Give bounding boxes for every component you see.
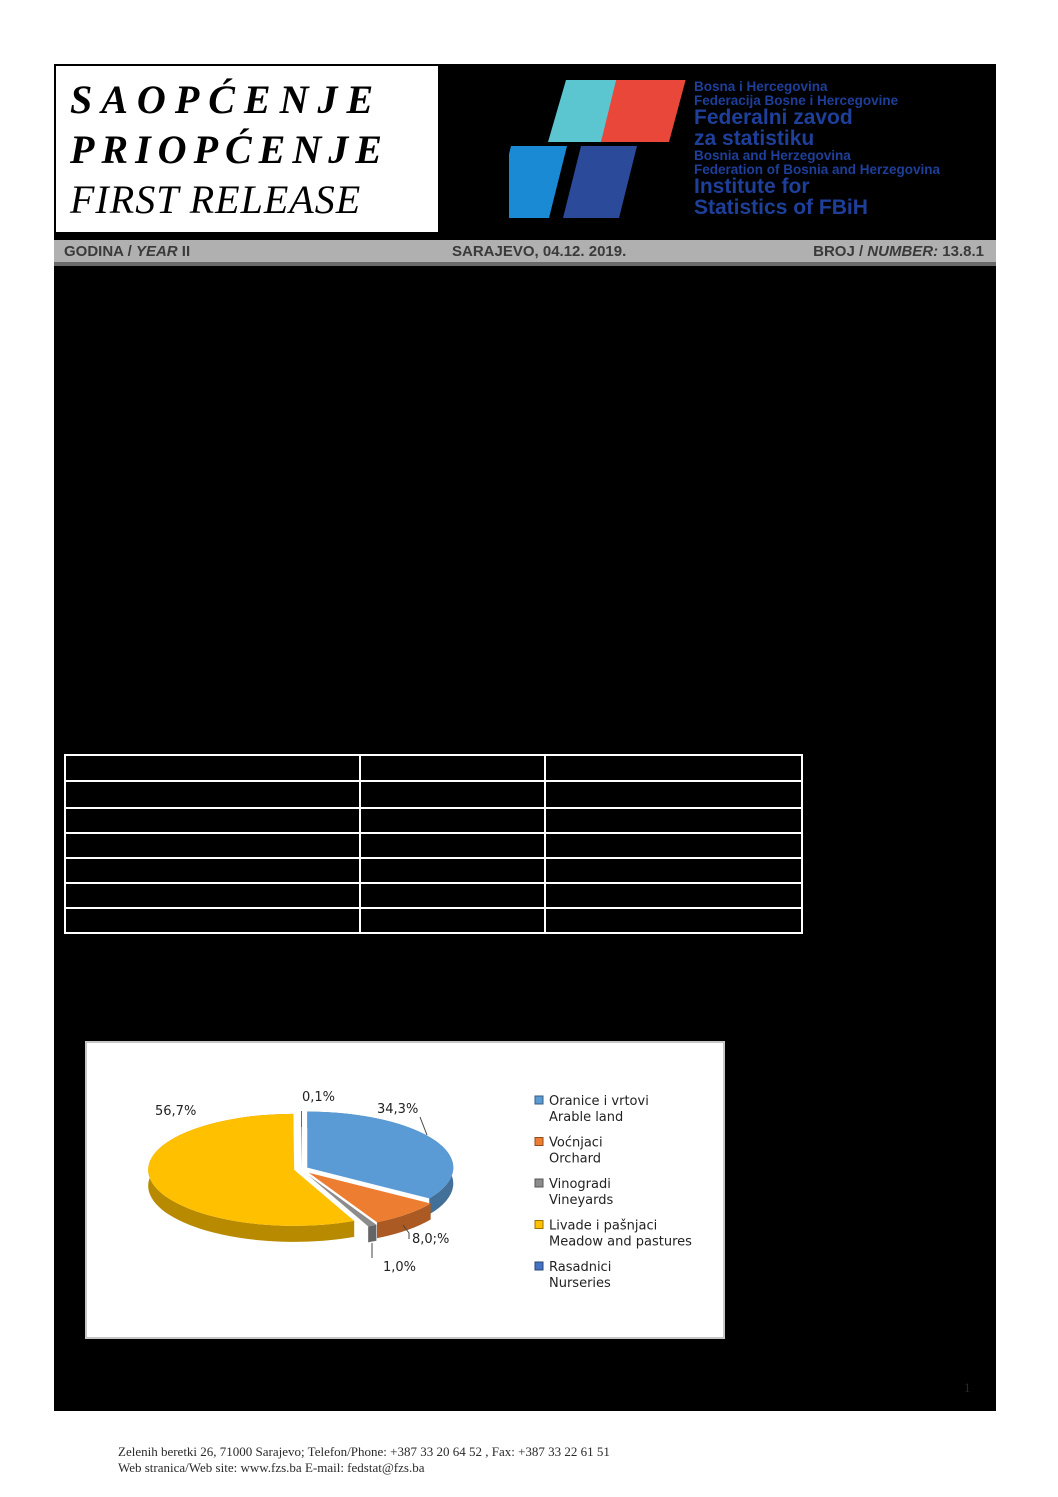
year-value: II <box>177 243 191 260</box>
table-row <box>65 858 802 883</box>
pie-slice-side-2 <box>368 1225 376 1243</box>
pie-slices <box>148 1111 453 1242</box>
year-label: GODINA / <box>64 243 136 260</box>
title-box <box>56 66 438 232</box>
pie-label-4: 0,1% <box>302 1090 336 1105</box>
pie-label-1: 8,0;% <box>412 1232 450 1247</box>
footer-web: Web stranica/Web site: www.fzs.ba E-mail: fedstat@fzs.ba <box>118 1460 425 1475</box>
year-label-en: YEAR <box>135 243 178 260</box>
place-date: SARAJEVO, 04.12. 2019. <box>452 243 627 260</box>
table-row <box>65 883 802 908</box>
title-priopcenje: PRIOPĆENJE <box>70 127 389 172</box>
table-row <box>65 808 802 833</box>
org-line-8: Statistics of FBiH <box>694 196 868 219</box>
number-label-en: NUMBER: <box>867 243 939 260</box>
table-row <box>65 755 802 781</box>
land-use-pie-chart <box>85 1041 725 1339</box>
pie-label-3: 56,7% <box>155 1104 197 1119</box>
legend-swatch-4 <box>535 1262 543 1270</box>
logo-stripe-red <box>601 80 691 142</box>
pie-label-0: 34,3% <box>377 1102 419 1117</box>
legend-label-4: Rasadnici <box>549 1260 612 1275</box>
org-line-4: za statistiku <box>694 127 815 150</box>
year-field <box>64 243 190 260</box>
legend-label-3: Livade i pašnjaci <box>549 1218 658 1234</box>
legend-sublabel-0: Arable land <box>549 1110 624 1125</box>
number-value: 13.8.1 <box>938 243 984 260</box>
legend-label-1: Voćnjaci <box>549 1135 603 1151</box>
data-table <box>64 754 803 934</box>
table-row <box>65 781 802 808</box>
footer-address: Zelenih beretki 26, 71000 Sarajevo; Telefon/Phone: +387 33 20 64 52 , Fax: +387 33 22 61 51 <box>118 1444 610 1459</box>
table-row <box>65 833 802 858</box>
org-line-1: Bosna i Hercegovina <box>694 79 828 94</box>
pie-label-2: 1,0% <box>383 1260 417 1275</box>
logo-stripe-navy <box>563 146 637 218</box>
org-line-5: Bosnia and Herzegovina <box>694 148 851 163</box>
table-row <box>65 908 802 933</box>
logo-stripe-blue <box>509 146 567 218</box>
title-saopcenje: SAOPĆENJE <box>70 77 383 122</box>
legend-sublabel-2: Vineyards <box>549 1193 614 1208</box>
legend-sublabel-1: Orchard <box>549 1151 602 1167</box>
legend-swatch-2 <box>535 1179 543 1187</box>
legend-swatch-0 <box>535 1096 543 1104</box>
number-field <box>813 243 984 260</box>
org-line-6: Federation of Bosnia and Herzegovina <box>694 161 941 177</box>
legend-label-0: Oranice i vrtovi <box>549 1094 649 1109</box>
org-line-3: Federalni zavod <box>694 106 853 129</box>
legend-sublabel-3: Meadow and pastures <box>549 1234 692 1250</box>
legend-swatch-1 <box>535 1138 543 1146</box>
title-first-release: FIRST RELEASE <box>70 177 362 222</box>
release-info-bar <box>54 240 996 266</box>
number-label: BROJ / <box>813 243 868 260</box>
legend-sublabel-4: Nurseries <box>549 1276 611 1291</box>
pie-slice-4 <box>301 1111 302 1167</box>
org-line-7: Institute for <box>694 175 810 198</box>
institute-name <box>694 80 940 218</box>
org-line-2: Federacija Bosne i Hercegovine <box>694 92 899 108</box>
footer <box>118 1444 610 1476</box>
pie-chart-svg <box>87 1043 723 1337</box>
legend-label-2: Vinogradi <box>549 1177 611 1192</box>
legend-swatch-3 <box>535 1221 543 1229</box>
page-number: 1 <box>964 1380 971 1395</box>
leader-line-0 <box>420 1117 427 1135</box>
